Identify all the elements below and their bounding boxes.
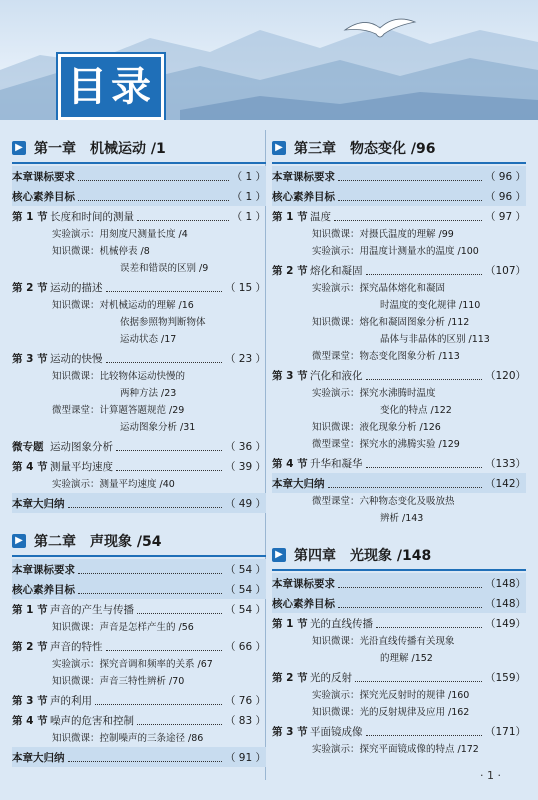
page-ref: （ 96 ） xyxy=(484,170,526,183)
leader-dots xyxy=(78,584,222,594)
section-title: 光的反射 xyxy=(310,671,352,684)
page-ref: （ 49 ） xyxy=(224,497,266,510)
section-number: 第 2 节 xyxy=(272,671,308,684)
sub-entry-continued[interactable]: 误差和错误的区别 /9 xyxy=(120,263,209,274)
page-ref: （ 54 ） xyxy=(224,583,266,596)
chapter-rule xyxy=(272,569,526,571)
section-title: 声音的产生与传播 xyxy=(50,603,134,616)
leader-dots xyxy=(366,458,482,468)
page-ref: （ 66 ） xyxy=(224,640,266,653)
sub-entry[interactable]: 知识微课：声音是怎样产生的 /56 xyxy=(52,622,194,633)
page-ref: （107） xyxy=(484,264,526,277)
toc-label: 本章大归纳 xyxy=(12,751,65,764)
leader-dots xyxy=(106,641,222,651)
chapter-rule xyxy=(12,555,266,557)
leader-dots xyxy=(116,441,222,451)
sub-entry[interactable]: 实验演示：探究晶体熔化和凝固 xyxy=(312,283,446,294)
leader-dots xyxy=(366,370,482,380)
section-number: 第 2 节 xyxy=(12,281,48,294)
toc-right-column xyxy=(272,128,526,758)
chapter-title: 第三章 物态变化 /96 xyxy=(294,141,436,157)
page-ref: （ 96 ） xyxy=(484,190,526,203)
toc-label: 核心素养目标 xyxy=(12,190,75,203)
sub-entry[interactable]: 知识微课：对摄氏温度的理解 /99 xyxy=(312,229,454,240)
sub-entry[interactable]: 微型课堂：物态变化图象分析 /113 xyxy=(312,351,460,362)
sub-entry[interactable]: 微型课堂：计算题答题规范 /29 xyxy=(52,405,185,416)
sub-entry[interactable]: 知识微课：光的反射规律及应用 /162 xyxy=(312,707,470,718)
page-ref: （ 97 ） xyxy=(484,210,526,223)
leader-dots xyxy=(338,191,482,201)
section-number: 第 3 节 xyxy=(272,369,308,382)
chapter-heading[interactable] xyxy=(272,541,526,569)
sub-entry-continued[interactable]: 两种方法 /23 xyxy=(120,388,177,399)
section-title: 声的利用 xyxy=(50,694,92,707)
play-icon: ▶ xyxy=(272,141,286,155)
sub-entry-continued[interactable]: 依据参照物判断物体 xyxy=(120,317,206,328)
sub-entry[interactable]: 知识微课：熔化和凝固图象分析 /112 xyxy=(312,317,470,328)
sub-entry[interactable]: 知识微课：液化现象分析 /126 xyxy=(312,422,441,433)
toc-row[interactable] xyxy=(12,559,266,579)
leader-dots xyxy=(328,478,482,488)
page-ref: （ 23 ） xyxy=(224,352,266,365)
section-number: 第 4 节 xyxy=(12,460,48,473)
leader-dots xyxy=(78,171,229,181)
sub-entry[interactable]: 知识微课：声音三特性辨析 /70 xyxy=(52,676,185,687)
leader-dots xyxy=(338,598,482,608)
section-title: 运动的快慢 xyxy=(50,352,103,365)
leader-dots xyxy=(106,282,222,292)
chapter-title: 第二章 声现象 /54 xyxy=(34,534,162,550)
section-title: 长度和时间的测量 xyxy=(50,210,134,223)
sub-entry-continued[interactable]: 运动图象分析 /31 xyxy=(120,422,196,433)
section-row[interactable] xyxy=(12,436,266,456)
section-number: 第 1 节 xyxy=(272,617,308,630)
chapter-heading[interactable] xyxy=(12,527,266,555)
sub-entry-continued[interactable]: 运动状态 /17 xyxy=(120,334,177,345)
section-row[interactable] xyxy=(12,636,266,656)
section-row[interactable] xyxy=(272,453,526,473)
chapter-heading[interactable] xyxy=(272,134,526,162)
toc-row[interactable] xyxy=(12,166,266,186)
section-row[interactable] xyxy=(272,667,526,687)
leader-dots xyxy=(338,578,482,588)
section-number: 第 4 节 xyxy=(272,457,308,470)
leader-dots xyxy=(78,191,229,201)
toc-row[interactable] xyxy=(12,186,266,206)
sub-entry[interactable]: 知识微课：机械停表 /8 xyxy=(52,246,150,257)
page-ref: （ 76 ） xyxy=(224,694,266,707)
leader-dots xyxy=(68,498,222,508)
page-ref: （ 36 ） xyxy=(224,440,266,453)
toc-label: 核心素养目标 xyxy=(272,597,335,610)
page-ref: （120） xyxy=(484,369,526,382)
sub-entry-continued[interactable]: 辨析 /143 xyxy=(380,513,424,524)
page-ref: （ 1 ） xyxy=(231,170,266,183)
page-ref: （149） xyxy=(484,617,526,630)
section-row[interactable] xyxy=(272,206,526,226)
toc-label: 本章课标要求 xyxy=(272,170,335,183)
section-row[interactable] xyxy=(272,613,526,633)
section-row[interactable] xyxy=(12,206,266,226)
leader-dots xyxy=(355,672,482,682)
bird-icon xyxy=(340,8,420,48)
page-ref: （171） xyxy=(484,725,526,738)
page-ref: （ 1 ） xyxy=(231,210,266,223)
page-ref: （133） xyxy=(484,457,526,470)
leader-dots xyxy=(338,171,482,181)
leader-dots xyxy=(366,265,482,275)
chapter-heading[interactable] xyxy=(12,134,266,162)
sub-entry-continued[interactable]: 变化的特点 /122 xyxy=(380,405,452,416)
sub-entry[interactable]: 实验演示：探究水沸腾时温度 xyxy=(312,388,436,399)
page-ref: （ 1 ） xyxy=(231,190,266,203)
section-row[interactable] xyxy=(12,456,266,476)
toc-label: 本章课标要求 xyxy=(272,577,335,590)
page-ref: （ 83 ） xyxy=(224,714,266,727)
toc-row[interactable] xyxy=(12,579,266,599)
section-title: 测量平均速度 xyxy=(50,460,113,473)
section-number: 第 2 节 xyxy=(12,640,48,653)
sub-entry[interactable]: 实验演示：探究光反射时的规律 /160 xyxy=(312,690,470,701)
play-icon: ▶ xyxy=(12,534,26,548)
chapter-rule xyxy=(272,162,526,164)
page-ref: （ 54 ） xyxy=(224,603,266,616)
leader-dots xyxy=(334,211,482,221)
leader-dots xyxy=(95,695,222,705)
sub-entry[interactable]: 知识微课：控制噪声的三条途径 /86 xyxy=(52,733,204,744)
toc-row[interactable] xyxy=(272,473,526,493)
sub-entry[interactable]: 知识微课：光沿直线传播有关现象 xyxy=(312,636,455,647)
chapter-title: 第一章 机械运动 /1 xyxy=(34,141,166,157)
leader-dots xyxy=(137,715,222,725)
section-number: 第 3 节 xyxy=(12,694,48,707)
section-title: 光的直线传播 xyxy=(310,617,373,630)
section-title: 运动图象分析 xyxy=(50,440,113,453)
sub-entry[interactable]: 微型课堂：探究水的沸腾实验 /129 xyxy=(312,439,460,450)
sub-entry-continued[interactable]: 的理解 /152 xyxy=(380,653,433,664)
leader-dots xyxy=(78,564,222,574)
toc-left-column xyxy=(12,128,266,767)
section-number: 第 1 节 xyxy=(272,210,308,223)
toc-label: 本章大归纳 xyxy=(272,477,325,490)
section-number: 第 1 节 xyxy=(12,210,48,223)
toc-row[interactable] xyxy=(272,593,526,613)
header-banner xyxy=(0,0,538,120)
section-gap xyxy=(272,527,526,535)
toc-row[interactable] xyxy=(272,166,526,186)
play-icon: ▶ xyxy=(12,141,26,155)
chapter-rule xyxy=(12,162,266,164)
section-row[interactable] xyxy=(12,710,266,730)
sub-entry[interactable]: 实验演示：探究音调和频率的关系 /67 xyxy=(52,659,213,670)
section-row[interactable] xyxy=(272,365,526,385)
section-title: 升华和凝华 xyxy=(310,457,363,470)
leader-dots xyxy=(68,752,222,762)
section-title: 声音的特性 xyxy=(50,640,103,653)
leader-dots xyxy=(366,726,482,736)
leader-dots xyxy=(106,353,222,363)
section-title: 熔化和凝固 xyxy=(310,264,363,277)
toc-label: 本章大归纳 xyxy=(12,497,65,510)
page-ref: （ 39 ） xyxy=(224,460,266,473)
toc-row[interactable] xyxy=(272,186,526,206)
section-number: 第 2 节 xyxy=(272,264,308,277)
page-ref: （ 15 ） xyxy=(224,281,266,294)
section-number: 第 3 节 xyxy=(12,352,48,365)
play-icon: ▶ xyxy=(272,548,286,562)
page-ref: （ 91 ） xyxy=(224,751,266,764)
sub-entry[interactable]: 实验演示：测量平均速度 /40 xyxy=(52,479,175,490)
sub-entry[interactable]: 实验演示：用温度计测量水的温度 /100 xyxy=(312,246,479,257)
section-row[interactable] xyxy=(12,277,266,297)
section-number: 第 1 节 xyxy=(12,603,48,616)
sub-entry[interactable]: 实验演示：用刻度尺测量长度 /4 xyxy=(52,229,188,240)
page-ref: （148） xyxy=(484,577,526,590)
page-ref: （159） xyxy=(484,671,526,684)
toc-label: 本章课标要求 xyxy=(12,563,75,576)
section-row[interactable] xyxy=(12,690,266,710)
toc-row[interactable] xyxy=(12,493,266,513)
leader-dots xyxy=(137,211,229,221)
leader-dots xyxy=(376,618,482,628)
sub-entry[interactable]: 微型课堂：六种物态变化及吸放热 xyxy=(312,496,455,507)
sub-entry[interactable]: 实验演示：探究平面镜成像的特点 /172 xyxy=(312,744,479,755)
leader-dots xyxy=(137,604,222,614)
title-box xyxy=(58,54,164,120)
sub-entry-continued[interactable]: 时温度的变化规律 /110 xyxy=(380,300,481,311)
toc-label: 核心素养目标 xyxy=(272,190,335,203)
leader-dots xyxy=(116,461,222,471)
sub-entry[interactable]: 知识微课：比较物体运动快慢的 xyxy=(52,371,186,382)
page-title: 目录 xyxy=(67,64,155,110)
sub-entry-continued[interactable]: 晶体与非晶体的区别 /113 xyxy=(380,334,490,345)
toc-row[interactable] xyxy=(12,747,266,767)
section-number: 微专题 xyxy=(12,440,44,453)
section-number: 第 3 节 xyxy=(272,725,308,738)
section-row[interactable] xyxy=(12,599,266,619)
section-row[interactable] xyxy=(272,721,526,741)
section-title: 运动的描述 xyxy=(50,281,103,294)
section-title: 平面镜成像 xyxy=(310,725,363,738)
section-title: 噪声的危害和控制 xyxy=(50,714,134,727)
section-title: 温度 xyxy=(310,210,331,223)
page-number: · 1 · xyxy=(480,769,501,782)
section-number: 第 4 节 xyxy=(12,714,48,727)
page-ref: （142） xyxy=(484,477,526,490)
toc-label: 本章课标要求 xyxy=(12,170,75,183)
toc-label: 核心素养目标 xyxy=(12,583,75,596)
toc-row[interactable] xyxy=(272,573,526,593)
section-title: 汽化和液化 xyxy=(310,369,363,382)
page-ref: （148） xyxy=(484,597,526,610)
section-gap xyxy=(12,513,266,521)
sub-entry[interactable]: 知识微课：对机械运动的理解 /16 xyxy=(52,300,194,311)
chapter-title: 第四章 光现象 /148 xyxy=(294,548,432,564)
page-ref: （ 54 ） xyxy=(224,563,266,576)
section-row[interactable] xyxy=(12,348,266,368)
section-row[interactable] xyxy=(272,260,526,280)
